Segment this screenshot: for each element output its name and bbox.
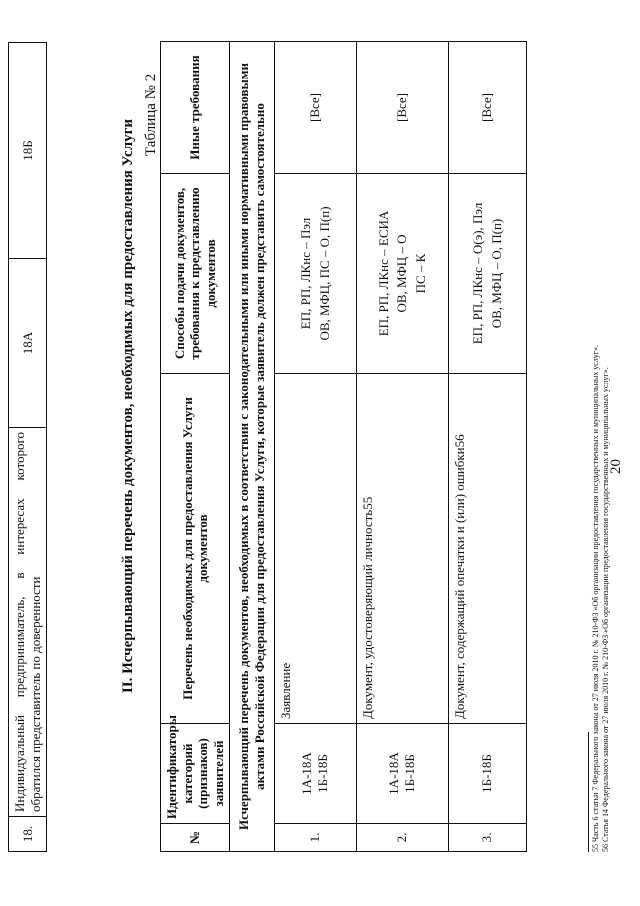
row-code-a: 18А — [9, 259, 47, 428]
footnote-rule — [588, 732, 589, 852]
table-row — [9, 43, 47, 852]
header-row — [161, 42, 230, 852]
header-ids: Идентификаторы категорий (признаков) заявителей — [161, 724, 230, 824]
footnote-55: 55 Часть 6 статьи 7 Федерального закона от 27 июля 2010 г. № 210-ФЗ «Об организации предоставления государственных и муниципальных услуг». — [591, 344, 600, 852]
method-line: ЕП, РП, ЛКнс – Пэл — [297, 217, 313, 330]
row-other: [Все] — [274, 42, 356, 174]
header-num: № — [161, 824, 230, 852]
id-code: 1Б-18Б — [315, 754, 331, 793]
table-row — [448, 42, 526, 852]
method-line: ЕП, РП, ЛКнс – ЕСИА — [375, 210, 391, 337]
row-methods — [274, 174, 356, 374]
header-other: Иные требования — [161, 42, 230, 174]
row-document: Заявление — [274, 374, 356, 724]
method-line: ОВ, МФЦ – О, П(п) — [488, 218, 504, 329]
table-row — [356, 42, 448, 852]
row-methods — [356, 174, 448, 374]
id-code: 1А-18А — [299, 752, 315, 795]
continuation-table — [8, 42, 47, 852]
id-code: 1Б-18Б — [479, 754, 495, 793]
header-methods: Способы подачи документов, требования к представлению документов — [161, 174, 230, 374]
row-other: [Все] — [356, 42, 448, 174]
page-number: 20 — [608, 459, 624, 474]
table-label: Таблица № 2 — [143, 73, 159, 156]
row-ids — [448, 724, 526, 824]
row-methods — [448, 174, 526, 374]
table-row — [274, 42, 356, 852]
method-line: ЕП, РП, ЛКнс – О(э), Пэл — [469, 202, 485, 345]
row-ids — [274, 724, 356, 824]
row-document: Документ, удостоверяющий личность55 — [356, 374, 448, 724]
row-number: 1. — [274, 824, 356, 852]
method-line: ОВ, МФЦ – О — [394, 234, 410, 313]
method-line: ОВ, МФЦ, ПС – О, П(п) — [316, 206, 332, 341]
row-document: Документ, содержащий опечатки и (или) ошибки56 — [448, 374, 526, 724]
method-line: ПС – К — [412, 253, 428, 294]
span-text: Исчерпывающий перечень документов, необходимых в соответствии с законодательными или иными нормативными правовыми актами Российской Федерации для предоставления Услуги, которые заявитель должен представить самостоятельно — [230, 42, 274, 852]
footnotes — [588, 52, 611, 852]
row-number: 3. — [448, 824, 526, 852]
row-number: 18. — [9, 817, 47, 852]
row-code-b: 18Б — [9, 43, 47, 259]
row-ids — [356, 724, 448, 824]
section-title: II. Исчерпывающий перечень документов, необходимых для предоставления Услуги — [120, 118, 136, 694]
row-other: [Все] — [448, 42, 526, 174]
id-code: 1Б-18Б — [402, 754, 418, 793]
section-span-row — [230, 42, 274, 852]
id-code: 1А-18А — [386, 752, 402, 795]
documents-table — [160, 41, 527, 852]
footnote-56: 56 Статья 14 Федерального закона от 27 июля 2010 г. № 210-ФЗ «Об организации предоставления государственных и муниципальных услуг». — [601, 367, 610, 852]
row-description: Индивидуальный предприниматель, в интересах которого обратился представитель по доверенности — [9, 428, 47, 817]
header-docs: Перечень необходимых для предоставления Услуги документов — [161, 374, 230, 724]
row-number: 2. — [356, 824, 448, 852]
